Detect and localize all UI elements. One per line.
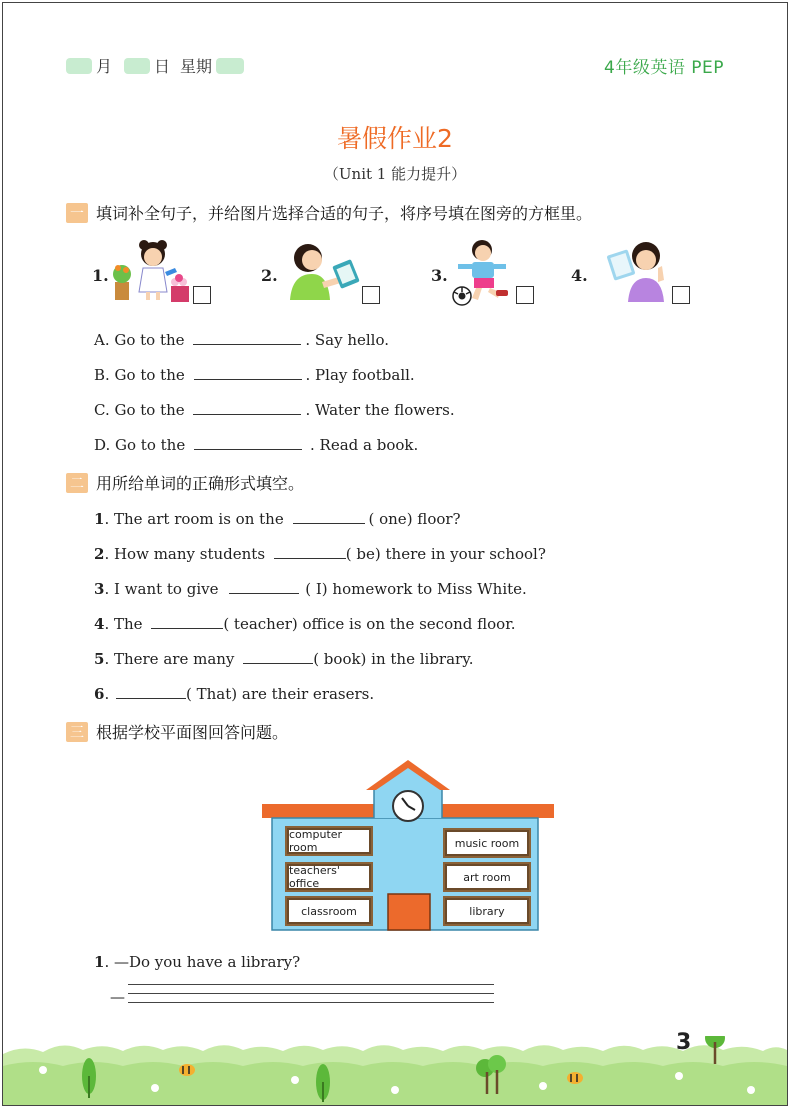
option-d-blank[interactable] bbox=[194, 436, 302, 450]
option-c-blank[interactable] bbox=[193, 401, 301, 415]
plate-computer-room: computer room bbox=[287, 828, 371, 854]
option-c-suffix: . Water the flowers. bbox=[305, 401, 455, 419]
section-1-heading bbox=[66, 201, 592, 224]
question-2-1-suffix: ( one) floor? bbox=[368, 510, 461, 528]
picture-4-answer-box[interactable] bbox=[672, 286, 690, 304]
picture-2-label: 2. bbox=[261, 266, 278, 285]
question-2-4 bbox=[94, 615, 516, 633]
picture-2-answer-box[interactable] bbox=[362, 286, 380, 304]
question-2-2-number: 2 bbox=[94, 545, 105, 563]
question-2-6-blank[interactable] bbox=[116, 685, 186, 699]
weekday-blank[interactable] bbox=[216, 58, 244, 74]
question-3-1-number: 1 bbox=[94, 953, 105, 971]
question-2-3-blank[interactable] bbox=[229, 580, 299, 594]
plate-art-room: art room bbox=[445, 864, 529, 890]
section-2-heading bbox=[66, 471, 304, 494]
book-tag: 4年级英语 PEP bbox=[604, 58, 724, 78]
question-2-4-prefix: . The bbox=[104, 615, 143, 633]
picture-3-label: 3. bbox=[431, 266, 448, 285]
picture-2 bbox=[261, 238, 380, 306]
option-a-suffix: . Say hello. bbox=[305, 331, 389, 349]
section-3-number: 三 bbox=[66, 722, 88, 742]
question-2-1-blank[interactable] bbox=[293, 510, 365, 524]
option-d-prefix: D. Go to the bbox=[94, 436, 186, 454]
section-3-heading bbox=[66, 720, 288, 743]
boy-playing-football-icon bbox=[452, 238, 514, 306]
section-1-number: 一 bbox=[66, 203, 88, 223]
section-3-instruction: 根据学校平面图回答问题。 bbox=[96, 723, 289, 742]
question-3-1-text: . —Do you have a library? bbox=[104, 953, 301, 971]
option-b bbox=[94, 366, 415, 384]
picture-3-answer-box[interactable] bbox=[516, 286, 534, 304]
question-2-5-prefix: . There are many bbox=[104, 650, 235, 668]
question-2-4-number: 4 bbox=[94, 615, 105, 633]
month-label: 月 bbox=[96, 57, 113, 76]
boy-saying-hello-icon bbox=[592, 238, 670, 306]
picture-1 bbox=[92, 238, 211, 306]
picture-4 bbox=[571, 238, 690, 306]
question-2-5-suffix: ( book) in the library. bbox=[313, 650, 474, 668]
question-2-1-prefix: . The art room is on the bbox=[104, 510, 284, 528]
question-2-5-number: 5 bbox=[94, 650, 105, 668]
plate-music-room: music room bbox=[445, 830, 529, 856]
question-2-3-prefix: . I want to give bbox=[104, 580, 219, 598]
question-2-6-number: 6 bbox=[94, 685, 105, 703]
question-3-1 bbox=[94, 953, 300, 971]
section-2-instruction: 用所给单词的正确形式填空。 bbox=[96, 474, 305, 493]
question-2-5-blank[interactable] bbox=[243, 650, 313, 664]
question-3-1-answer-lines[interactable] bbox=[110, 984, 494, 1011]
section-2-number: 二 bbox=[66, 473, 88, 493]
option-d-suffix: . Read a book. bbox=[309, 436, 419, 454]
option-a bbox=[94, 331, 389, 349]
question-2-2-prefix: . How many students bbox=[104, 545, 266, 563]
date-row bbox=[66, 54, 244, 77]
option-a-blank[interactable] bbox=[193, 331, 301, 345]
girl-watering-flowers-icon bbox=[113, 238, 191, 306]
question-2-3-number: 3 bbox=[94, 580, 105, 598]
question-2-3 bbox=[94, 580, 527, 598]
picture-1-label: 1. bbox=[92, 266, 109, 285]
section-1-instruction: 填词补全句子，并给图片选择合适的句子，将序号填在图旁的方框里。 bbox=[96, 204, 593, 223]
page-number: 3 bbox=[676, 1030, 692, 1055]
girl-reading-book-icon bbox=[282, 238, 360, 306]
option-a-prefix: A. Go to the bbox=[94, 331, 185, 349]
day-blank[interactable] bbox=[124, 58, 150, 74]
question-2-2-blank[interactable] bbox=[274, 545, 346, 559]
page-title: 暑假作业2 bbox=[337, 124, 453, 153]
question-2-2 bbox=[94, 545, 546, 563]
question-2-6-prefix: . bbox=[104, 685, 110, 703]
option-b-blank[interactable] bbox=[194, 366, 302, 380]
picture-1-answer-box[interactable] bbox=[193, 286, 211, 304]
plate-teachers-office: teachers' office bbox=[287, 864, 371, 890]
option-b-suffix: . Play football. bbox=[305, 366, 415, 384]
question-2-5 bbox=[94, 650, 473, 668]
question-2-4-blank[interactable] bbox=[151, 615, 223, 629]
page-subtitle: （Unit 1 能力提升） bbox=[323, 165, 467, 183]
question-2-1 bbox=[94, 510, 461, 528]
question-3-1-answer-dash: — bbox=[110, 988, 125, 1006]
question-2-4-suffix: ( teacher) office is on the second floor. bbox=[223, 615, 516, 633]
question-2-6-suffix: ( That) are their erasers. bbox=[186, 685, 375, 703]
option-d bbox=[94, 436, 418, 454]
option-c-prefix: C. Go to the bbox=[94, 401, 185, 419]
school-floor-plan bbox=[262, 760, 554, 932]
picture-3 bbox=[431, 238, 534, 306]
option-c bbox=[94, 401, 455, 419]
question-2-3-suffix: ( I) homework to Miss White. bbox=[305, 580, 527, 598]
weekday-label: 星期 bbox=[180, 57, 213, 76]
question-2-2-suffix: ( be) there in your school? bbox=[345, 545, 546, 563]
question-2-6 bbox=[94, 685, 374, 703]
month-blank[interactable] bbox=[66, 58, 92, 74]
grass-footer-decoration bbox=[3, 1036, 787, 1105]
option-b-prefix: B. Go to the bbox=[94, 366, 185, 384]
plate-classroom: classroom bbox=[287, 898, 371, 924]
plate-library: library bbox=[445, 898, 529, 924]
day-label: 日 bbox=[154, 57, 171, 76]
picture-4-label: 4. bbox=[571, 266, 588, 285]
question-2-1-number: 1 bbox=[94, 510, 105, 528]
